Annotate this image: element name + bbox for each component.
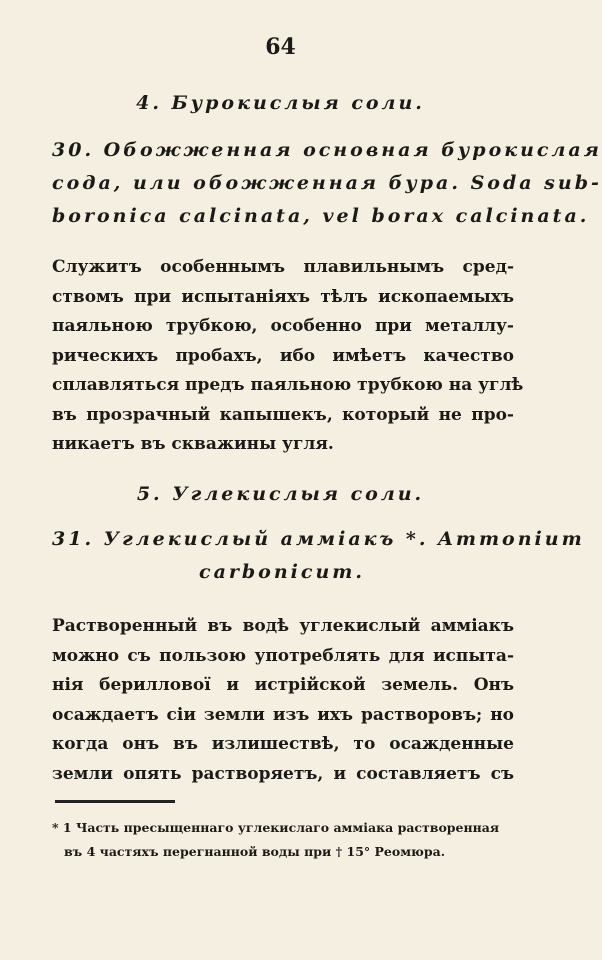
paragraph-borax-use xyxy=(52,253,524,460)
paragraph-line: Служитъ особеннымъ плавильнымъ сред- xyxy=(52,257,514,277)
paragraph-line: ствомъ при испытаніяхъ тѣлъ ископаемыхъ xyxy=(52,286,514,307)
entry-31-line: carbonicum. xyxy=(199,561,365,583)
entry-31-line: 31. Углекислый аммiакъ *. Ammonium xyxy=(52,528,585,550)
footnote-line: * 1 Часть пресыщеннаго углекислаго аммiака растворенная xyxy=(52,820,500,835)
entry-31 xyxy=(52,523,585,589)
footnote-rule xyxy=(55,800,175,803)
paragraph-ammonium-use xyxy=(52,612,514,789)
paragraph-line: паяльною трубкою, особенно при металлу- xyxy=(52,316,514,336)
entry-30-line: 30. Обожженная основная бурокислая xyxy=(52,139,602,161)
paragraph-line: когда онъ въ излишествѣ, то осажденные xyxy=(52,734,514,754)
paragraph-line: сплавляться предъ паяльною трубкою на углѣ xyxy=(52,375,524,395)
paragraph-line: нія бериллової и истрійской земель. Онъ xyxy=(52,675,514,695)
paragraph-line: земли опять растворяетъ, и составляетъ съ xyxy=(52,763,514,784)
paragraph-line: въ прозрачный капышекъ, который не про- xyxy=(52,404,514,425)
paragraph-line: рическихъ пробахъ, ибо имѣетъ качество xyxy=(52,345,514,366)
footnote-line: въ 4 частяхъ перегнанной воды при † 15° Реомюра. xyxy=(64,844,446,859)
entry-30-line: сода, или обожженная бура. Soda sub- xyxy=(52,172,602,194)
paragraph-line: осаждаетъ сіи земли изъ ихъ растворовъ; но xyxy=(52,704,514,725)
paragraph-line: Растворенный въ водѣ углекислый аммiакъ xyxy=(52,616,514,636)
section-heading-borates: 4. Бурокислыя соли. xyxy=(136,92,425,114)
paragraph-line: никаетъ въ скважины угля. xyxy=(52,434,334,454)
page-number: 64 xyxy=(265,34,296,60)
footnote xyxy=(52,816,522,864)
entry-30-line: boronica calcinata, vel borax calcinata. xyxy=(52,205,590,227)
paragraph-line: можно съ пользою употреблять для испыта- xyxy=(52,645,514,666)
section-heading-carbonates: 5. Углекислыя соли. xyxy=(136,483,425,505)
entry-30 xyxy=(52,134,602,233)
